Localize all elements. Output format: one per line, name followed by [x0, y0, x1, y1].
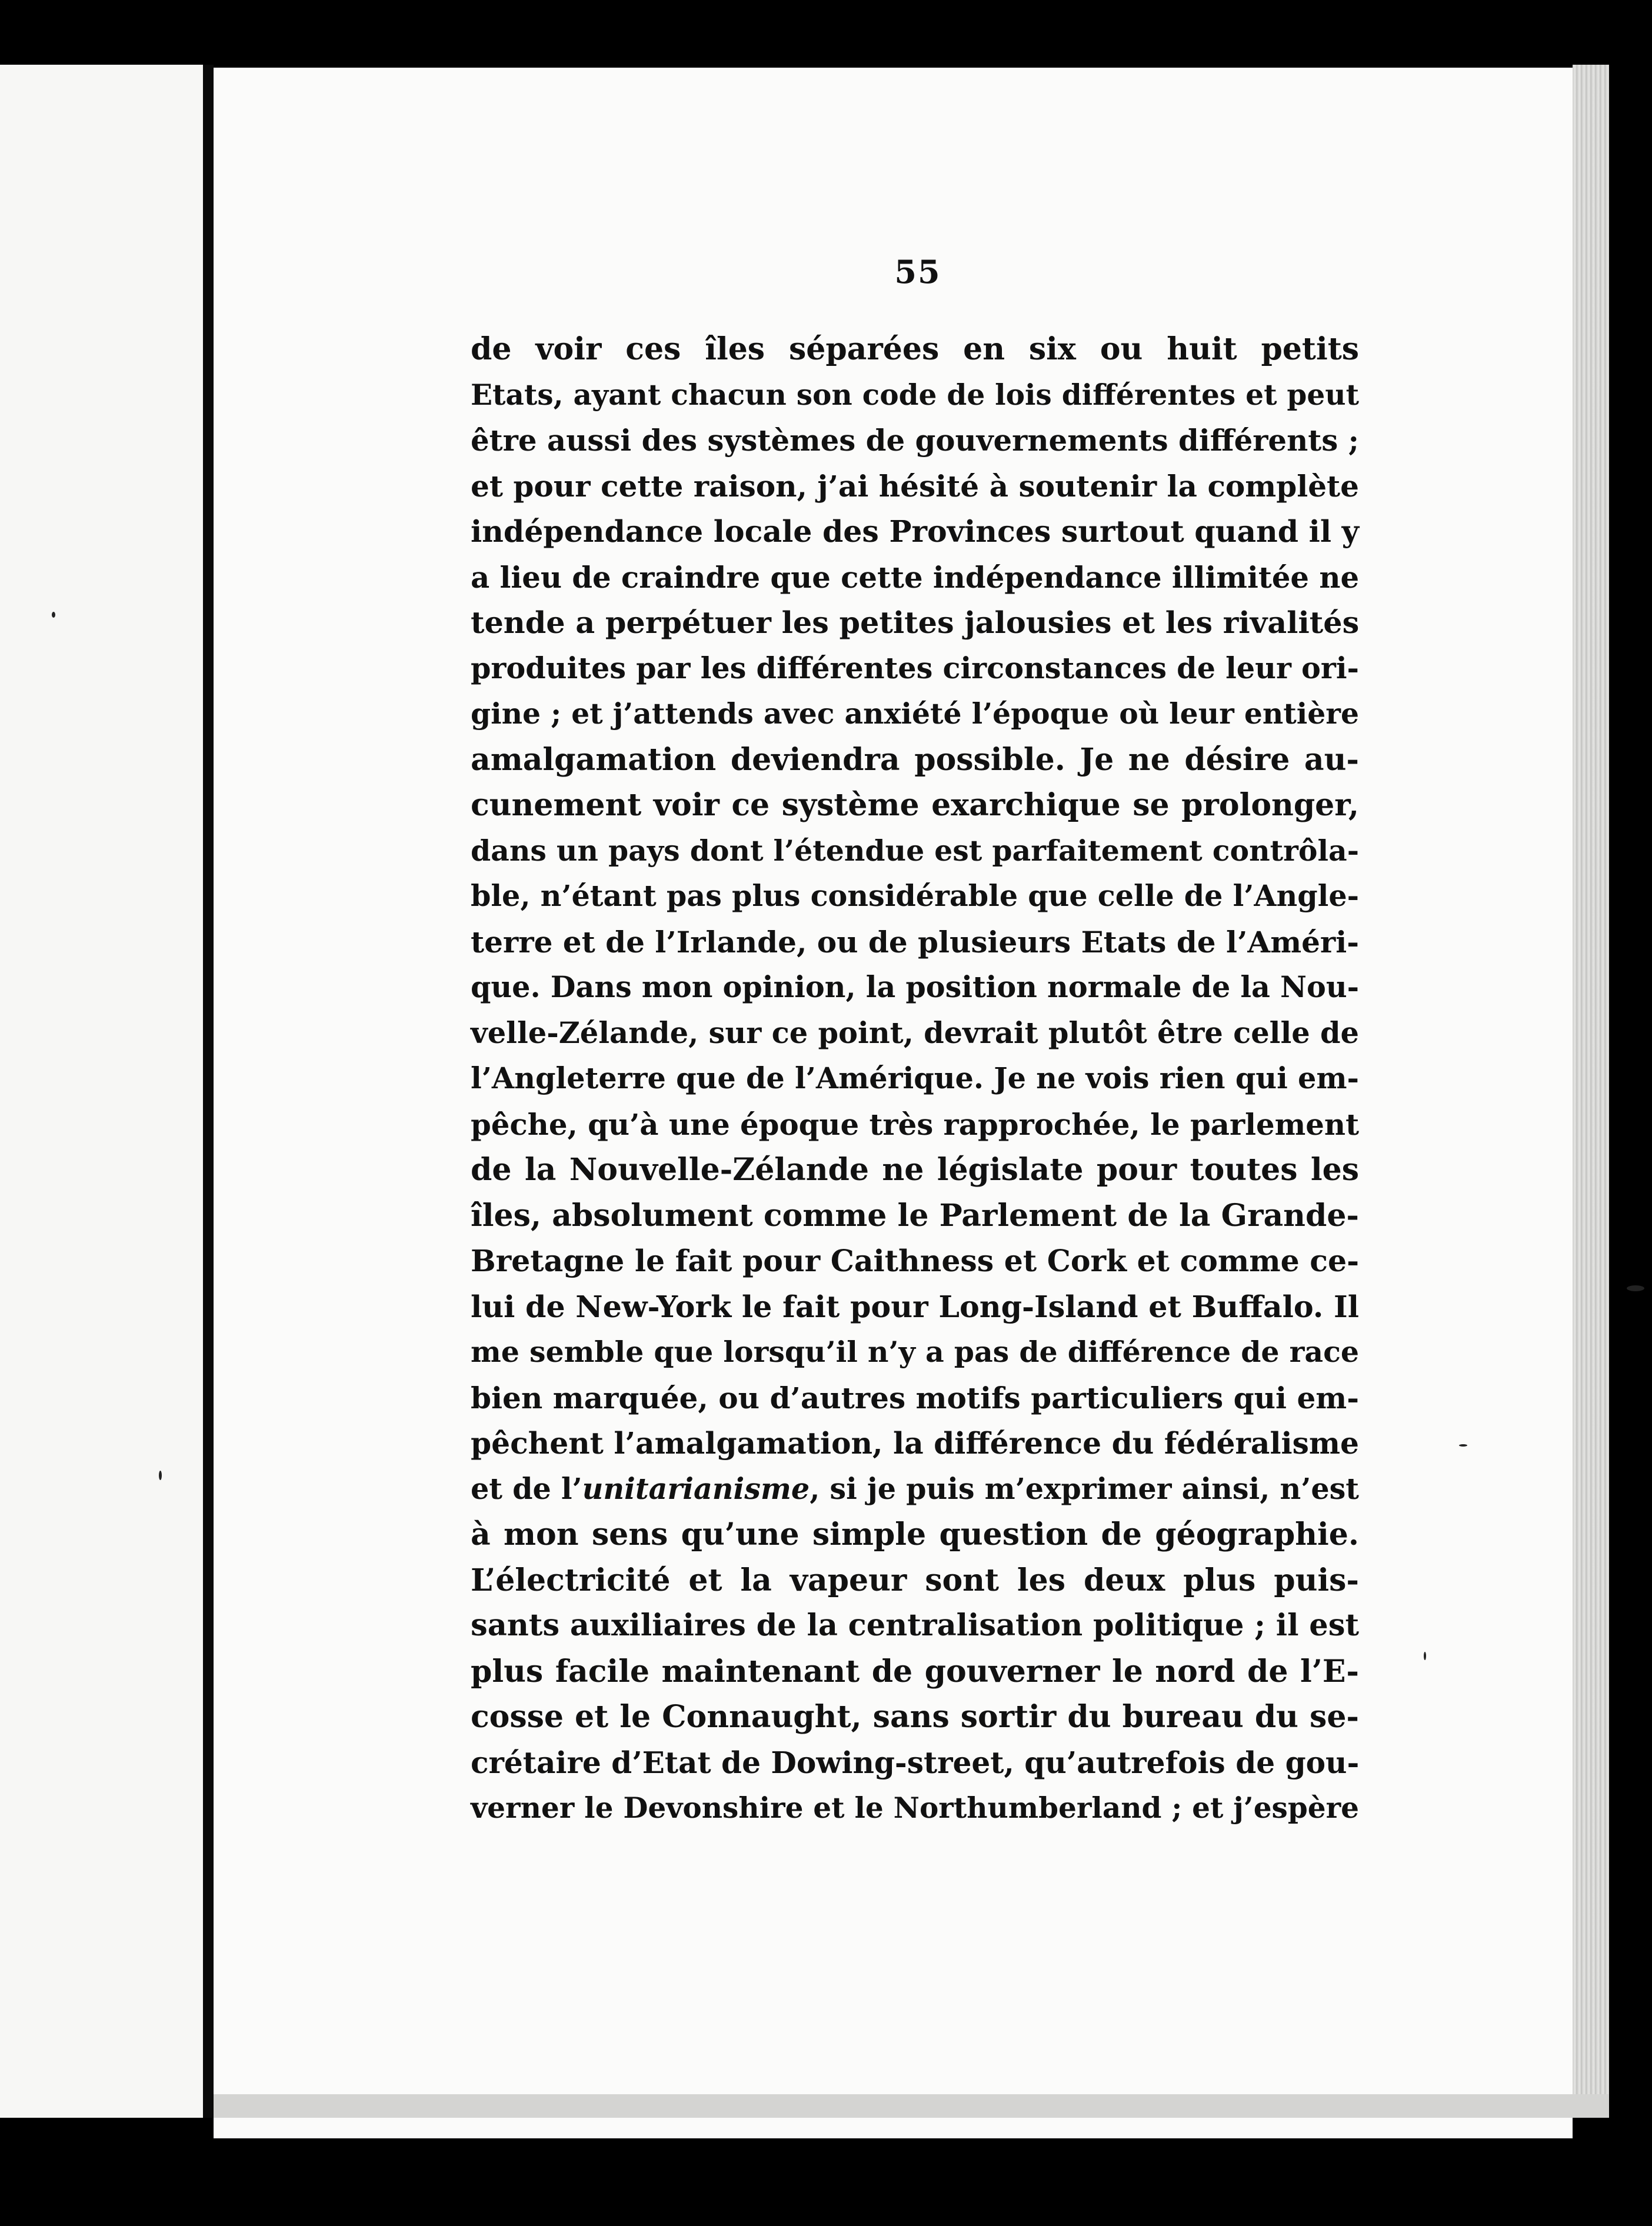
page-number: 55 — [894, 253, 941, 291]
scan-speck — [1424, 1652, 1426, 1660]
text-line: sants auxiliaires de la centralisation politique ; il est — [471, 1608, 1359, 1643]
text-line: L’électricité et la vapeur sont les deux plus puis- — [471, 1562, 1359, 1598]
page-stack-edge — [1573, 65, 1609, 2094]
text-line — [471, 1467, 1359, 1512]
text-line: lui de New-York le fait pour Long-Island et Buffalo. Il — [471, 1288, 1359, 1324]
left-page-blank — [0, 65, 203, 2118]
body-text — [471, 326, 1359, 1831]
text-line: de voir ces îles séparées en six ou huit petits — [471, 331, 1359, 367]
scan-speck — [52, 612, 55, 618]
text-line: verner le Devonshire et le Northumberland ; et j’espère — [471, 1791, 1360, 1825]
text-line: ble, n’étant pas plus considérable que celle de l’Angle- — [471, 879, 1359, 913]
italic-term: unitarianisme — [582, 1471, 810, 1506]
text-line: tende a perpétuer les petites jalousies et les rivalités — [471, 605, 1360, 640]
text-line: à mon sens qu’une simple question de géographie. — [471, 1517, 1359, 1552]
gutter — [203, 65, 214, 2118]
text-line: terre et de l’Irlande, ou de plusieurs Etats de l’Améri- — [471, 924, 1360, 959]
text-line: dans un pays dont l’étendue est parfaitement contrôla- — [471, 833, 1359, 868]
text-line: de la Nouvelle-Zélande ne législate pour toutes les — [471, 1152, 1359, 1188]
text-line: cosse et le Connaught, sans sortir du bureau du se- — [471, 1699, 1359, 1735]
text-line: me semble que lorsqu’il n’y a pas de différence de race — [471, 1335, 1359, 1369]
text-line: et pour cette raison, j’ai hésité à soutenir la complète — [471, 468, 1359, 504]
text-line: être aussi des systèmes de gouvernements différents ; — [471, 423, 1359, 458]
text-line: gine ; et j’attends avec anxiété l’époque où leur entière — [471, 697, 1359, 731]
text-line: Bretagne le fait pour Caithness et Cork et comme ce- — [471, 1244, 1359, 1278]
text-line: que. Dans mon opinion, la position normale de la Nou- — [471, 970, 1359, 1004]
text-line: l’Angleterre que de l’Amérique. Je ne vois rien qui em- — [471, 1061, 1359, 1095]
scan-speck — [159, 1471, 162, 1480]
text-line: amalgamation deviendra possible. Je ne désire au- — [471, 741, 1359, 778]
text-line: pêchent l’amalgamation, la différence du fédéralisme — [471, 1426, 1359, 1461]
scan-speck — [1627, 1285, 1644, 1291]
text-line: îles, absolument comme le Parlement de la Grande- — [471, 1197, 1359, 1234]
scan-speck — [1459, 1444, 1467, 1447]
text-line: produites par les différentes circonstances de leur ori- — [471, 651, 1359, 685]
text-line-part: et de l’ — [471, 1471, 582, 1506]
text-line: plus facile maintenant de gouverner le nord de l’E- — [471, 1653, 1359, 1690]
text-line: velle-Zélande, sur ce point, devrait plutôt être celle de — [471, 1015, 1359, 1050]
text-line: cunement voir ce système exarchique se prolonger, — [471, 787, 1359, 823]
text-line: a lieu de craindre que cette indépendance illimitée ne — [471, 559, 1360, 595]
text-line: bien marquée, ou d’autres motifs particuliers qui em- — [471, 1380, 1359, 1415]
text-line: crétaire d’Etat de Dowing-street, qu’autrefois de gou- — [471, 1745, 1360, 1780]
text-line: pêche, qu’à une époque très rapprochée, le parlement — [471, 1107, 1360, 1142]
text-line: indépendance locale des Provinces surtout quand il y — [471, 514, 1359, 549]
text-line-part: , si je puis m’exprimer ainsi, n’est — [810, 1471, 1359, 1506]
text-line: Etats, ayant chacun son code de lois différentes et peut — [471, 378, 1359, 412]
page-bottom-edge — [214, 2094, 1609, 2118]
